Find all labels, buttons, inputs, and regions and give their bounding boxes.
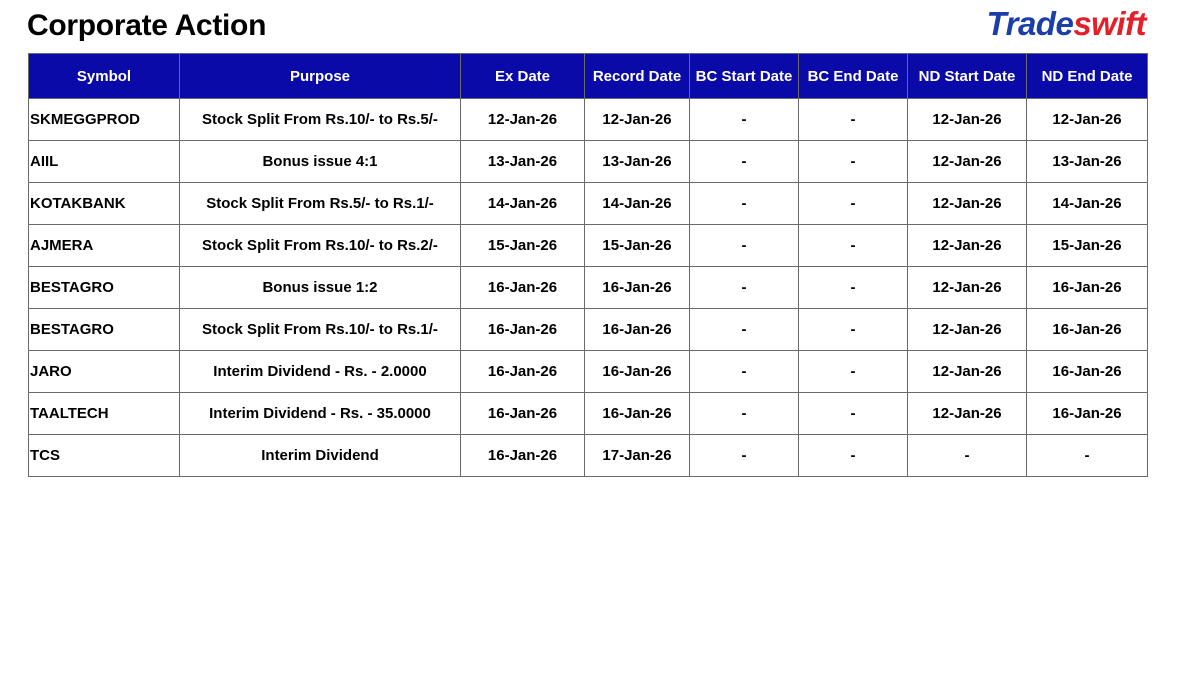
column-header-nd-end-date: ND End Date	[1027, 54, 1148, 99]
page-title: Corporate Action	[27, 9, 267, 42]
cell-symbol: BESTAGRO	[29, 309, 180, 351]
column-header-purpose: Purpose	[180, 54, 461, 99]
cell-nd-end-date: -	[1027, 435, 1148, 477]
cell-ex-date: 15-Jan-26	[461, 225, 585, 267]
cell-nd-start-date: 12-Jan-26	[908, 183, 1027, 225]
table-header-row	[29, 54, 1148, 99]
cell-nd-start-date: 12-Jan-26	[908, 267, 1027, 309]
cell-record-date: 16-Jan-26	[585, 351, 690, 393]
cell-record-date: 16-Jan-26	[585, 309, 690, 351]
table-row	[29, 225, 1148, 267]
cell-ex-date: 16-Jan-26	[461, 351, 585, 393]
cell-ex-date: 16-Jan-26	[461, 393, 585, 435]
cell-bc-start-date: -	[690, 99, 799, 141]
cell-bc-end-date: -	[799, 435, 908, 477]
cell-symbol: AIIL	[29, 141, 180, 183]
cell-purpose: Interim Dividend - Rs. - 2.0000	[180, 351, 461, 393]
column-header-bc-end-date: BC End Date	[799, 54, 908, 99]
cell-purpose: Interim Dividend - Rs. - 35.0000	[180, 393, 461, 435]
cell-symbol: BESTAGRO	[29, 267, 180, 309]
cell-bc-end-date: -	[799, 309, 908, 351]
cell-nd-start-date: 12-Jan-26	[908, 225, 1027, 267]
cell-bc-end-date: -	[799, 141, 908, 183]
cell-ex-date: 14-Jan-26	[461, 183, 585, 225]
table-row	[29, 393, 1148, 435]
cell-nd-start-date: 12-Jan-26	[908, 309, 1027, 351]
cell-ex-date: 16-Jan-26	[461, 309, 585, 351]
cell-ex-date: 16-Jan-26	[461, 435, 585, 477]
brand-logo-part-trade: Trade	[986, 5, 1074, 42]
cell-record-date: 17-Jan-26	[585, 435, 690, 477]
cell-symbol: AJMERA	[29, 225, 180, 267]
brand-logo	[987, 4, 1146, 44]
cell-symbol: KOTAKBANK	[29, 183, 180, 225]
cell-nd-start-date: 12-Jan-26	[908, 99, 1027, 141]
cell-nd-start-date: -	[908, 435, 1027, 477]
cell-symbol: TCS	[29, 435, 180, 477]
cell-record-date: 12-Jan-26	[585, 99, 690, 141]
table-row	[29, 141, 1148, 183]
cell-bc-start-date: -	[690, 351, 799, 393]
cell-bc-end-date: -	[799, 393, 908, 435]
table-row	[29, 183, 1148, 225]
cell-bc-end-date: -	[799, 225, 908, 267]
cell-nd-start-date: 12-Jan-26	[908, 393, 1027, 435]
cell-symbol: TAALTECH	[29, 393, 180, 435]
table-body	[29, 99, 1148, 477]
cell-nd-start-date: 12-Jan-26	[908, 141, 1027, 183]
table-row	[29, 435, 1148, 477]
column-header-nd-start-date: ND Start Date	[908, 54, 1027, 99]
cell-nd-end-date: 14-Jan-26	[1027, 183, 1148, 225]
cell-nd-end-date: 12-Jan-26	[1027, 99, 1148, 141]
cell-bc-end-date: -	[799, 351, 908, 393]
cell-nd-end-date: 16-Jan-26	[1027, 309, 1148, 351]
cell-record-date: 16-Jan-26	[585, 267, 690, 309]
cell-nd-end-date: 16-Jan-26	[1027, 351, 1148, 393]
brand-logo-part-swift: swift	[1073, 5, 1146, 42]
table-row	[29, 267, 1148, 309]
cell-purpose: Interim Dividend	[180, 435, 461, 477]
cell-bc-start-date: -	[690, 435, 799, 477]
cell-purpose: Stock Split From Rs.10/- to Rs.1/-	[180, 309, 461, 351]
cell-bc-start-date: -	[690, 393, 799, 435]
cell-bc-start-date: -	[690, 225, 799, 267]
cell-nd-end-date: 16-Jan-26	[1027, 267, 1148, 309]
column-header-record-date: Record Date	[585, 54, 690, 99]
cell-record-date: 13-Jan-26	[585, 141, 690, 183]
column-header-bc-start-date: BC Start Date	[690, 54, 799, 99]
cell-nd-end-date: 16-Jan-26	[1027, 393, 1148, 435]
cell-purpose: Bonus issue 4:1	[180, 141, 461, 183]
cell-record-date: 15-Jan-26	[585, 225, 690, 267]
table-row	[29, 309, 1148, 351]
cell-bc-start-date: -	[690, 141, 799, 183]
cell-bc-start-date: -	[690, 309, 799, 351]
cell-bc-end-date: -	[799, 183, 908, 225]
cell-ex-date: 13-Jan-26	[461, 141, 585, 183]
cell-bc-end-date: -	[799, 267, 908, 309]
cell-bc-start-date: -	[690, 183, 799, 225]
cell-bc-end-date: -	[799, 99, 908, 141]
column-header-symbol: Symbol	[29, 54, 180, 99]
cell-symbol: JARO	[29, 351, 180, 393]
table-row	[29, 351, 1148, 393]
cell-ex-date: 16-Jan-26	[461, 267, 585, 309]
table-row	[29, 99, 1148, 141]
cell-purpose: Stock Split From Rs.10/- to Rs.5/-	[180, 99, 461, 141]
corporate-action-table	[28, 53, 1148, 477]
cell-record-date: 14-Jan-26	[585, 183, 690, 225]
cell-symbol: SKMEGGPROD	[29, 99, 180, 141]
cell-nd-start-date: 12-Jan-26	[908, 351, 1027, 393]
cell-purpose: Stock Split From Rs.5/- to Rs.1/-	[180, 183, 461, 225]
column-header-ex-date: Ex Date	[461, 54, 585, 99]
cell-ex-date: 12-Jan-26	[461, 99, 585, 141]
cell-nd-end-date: 13-Jan-26	[1027, 141, 1148, 183]
cell-purpose: Bonus issue 1:2	[180, 267, 461, 309]
cell-record-date: 16-Jan-26	[585, 393, 690, 435]
cell-bc-start-date: -	[690, 267, 799, 309]
cell-purpose: Stock Split From Rs.10/- to Rs.2/-	[180, 225, 461, 267]
cell-nd-end-date: 15-Jan-26	[1027, 225, 1148, 267]
